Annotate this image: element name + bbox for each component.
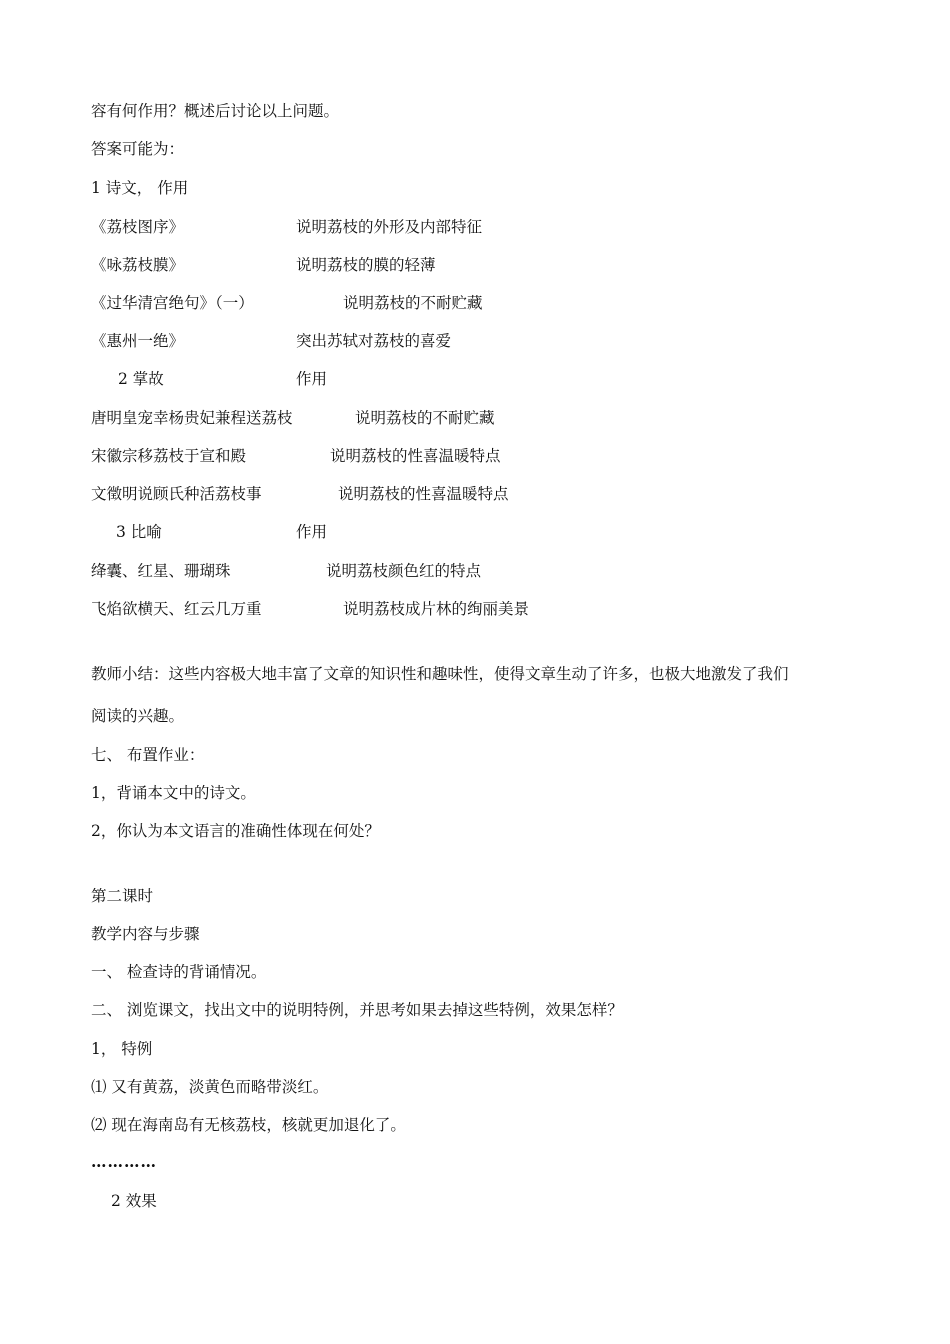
question-tail: 容有何作用？概述后讨论以上问题。 [91,102,340,120]
homework-title: 七、 布置作业： [91,746,205,764]
metaphors-header [116,522,328,542]
lesson2-step: 二、 浏览课文，找出文中的说明特例，并思考如果去掉这些特例，效果怎样？ [91,1001,623,1019]
poem-row [91,217,483,237]
allusion-text: 唐明皇宠幸杨贵妃兼程送荔枝 [91,409,293,427]
allusions-header [118,369,328,389]
example-item: ⑴ 又有黄荔，淡黄色而略带淡红。 [91,1078,329,1096]
allusion-text: 文徵明说顾氏种活荔枝事 [91,485,262,503]
lesson2-title: 第二课时 [91,887,154,905]
allusion-row [91,446,501,466]
summary-line: 教师小结：这些内容极大地丰富了文章的知识性和趣味性，使得文章生动了许多，也极大地激发了我们 [91,665,789,683]
metaphors-header-left: 3 比喻 [116,523,162,541]
poem-row [91,331,452,351]
poem-function: 说明荔枝的膜的轻薄 [296,256,436,274]
allusion-function: 说明荔枝的性喜温暖特点 [338,485,509,503]
summary-line: 阅读的兴趣。 [91,707,185,725]
example-item: ⑵ 现在海南岛有无核荔枝，核就更加退化了。 [91,1116,406,1134]
homework-item: 2，你认为本文语言的准确性体现在何处？ [91,822,380,840]
poem-title: 《咏荔枝膜》 [91,256,185,274]
allusion-text: 宋徽宗移荔枝于宣和殿 [91,447,247,465]
lesson2-subtitle: 教学内容与步骤 [91,925,200,943]
metaphor-text: 绛囊、红星、珊瑚珠 [91,562,231,580]
metaphor-function: 说明荔枝成片林的绚丽美景 [343,600,530,618]
poems-header: 1 诗文， 作用 [91,179,189,197]
allusions-header-left: 2 掌故 [118,370,164,388]
homework-item: 1，背诵本文中的诗文。 [91,784,256,802]
allusion-row [91,484,509,504]
metaphor-text: 飞焰欲横天、红云几万重 [91,600,262,618]
answer-label: 答案可能为： [91,140,185,158]
ellipsis: ………… [91,1152,157,1171]
poem-function: 说明荔枝的不耐贮藏 [343,294,483,312]
poem-function: 突出苏轼对荔枝的喜爱 [296,332,452,350]
examples-label: 1， 特例 [91,1040,153,1058]
poem-function: 说明荔枝的外形及内部特征 [296,218,483,236]
metaphor-function: 说明荔枝颜色红的特点 [326,562,482,580]
metaphor-row [91,561,482,581]
allusion-row [91,408,495,428]
poem-title: 《过华清宫绝句》（一） [91,294,254,312]
allusion-function: 说明荔枝的不耐贮藏 [355,409,495,427]
allusion-function: 说明荔枝的性喜温暖特点 [330,447,501,465]
metaphors-header-right: 作用 [296,523,328,541]
poem-title: 《荔枝图序》 [91,218,185,236]
metaphor-row [91,599,530,619]
effect-label: 2 效果 [111,1192,157,1210]
lesson2-step: 一、 检查诗的背诵情况。 [91,963,267,981]
poem-row [91,255,436,275]
poem-title: 《惠州一绝》 [91,332,185,350]
allusions-header-right: 作用 [296,370,328,388]
poem-row [91,293,483,313]
